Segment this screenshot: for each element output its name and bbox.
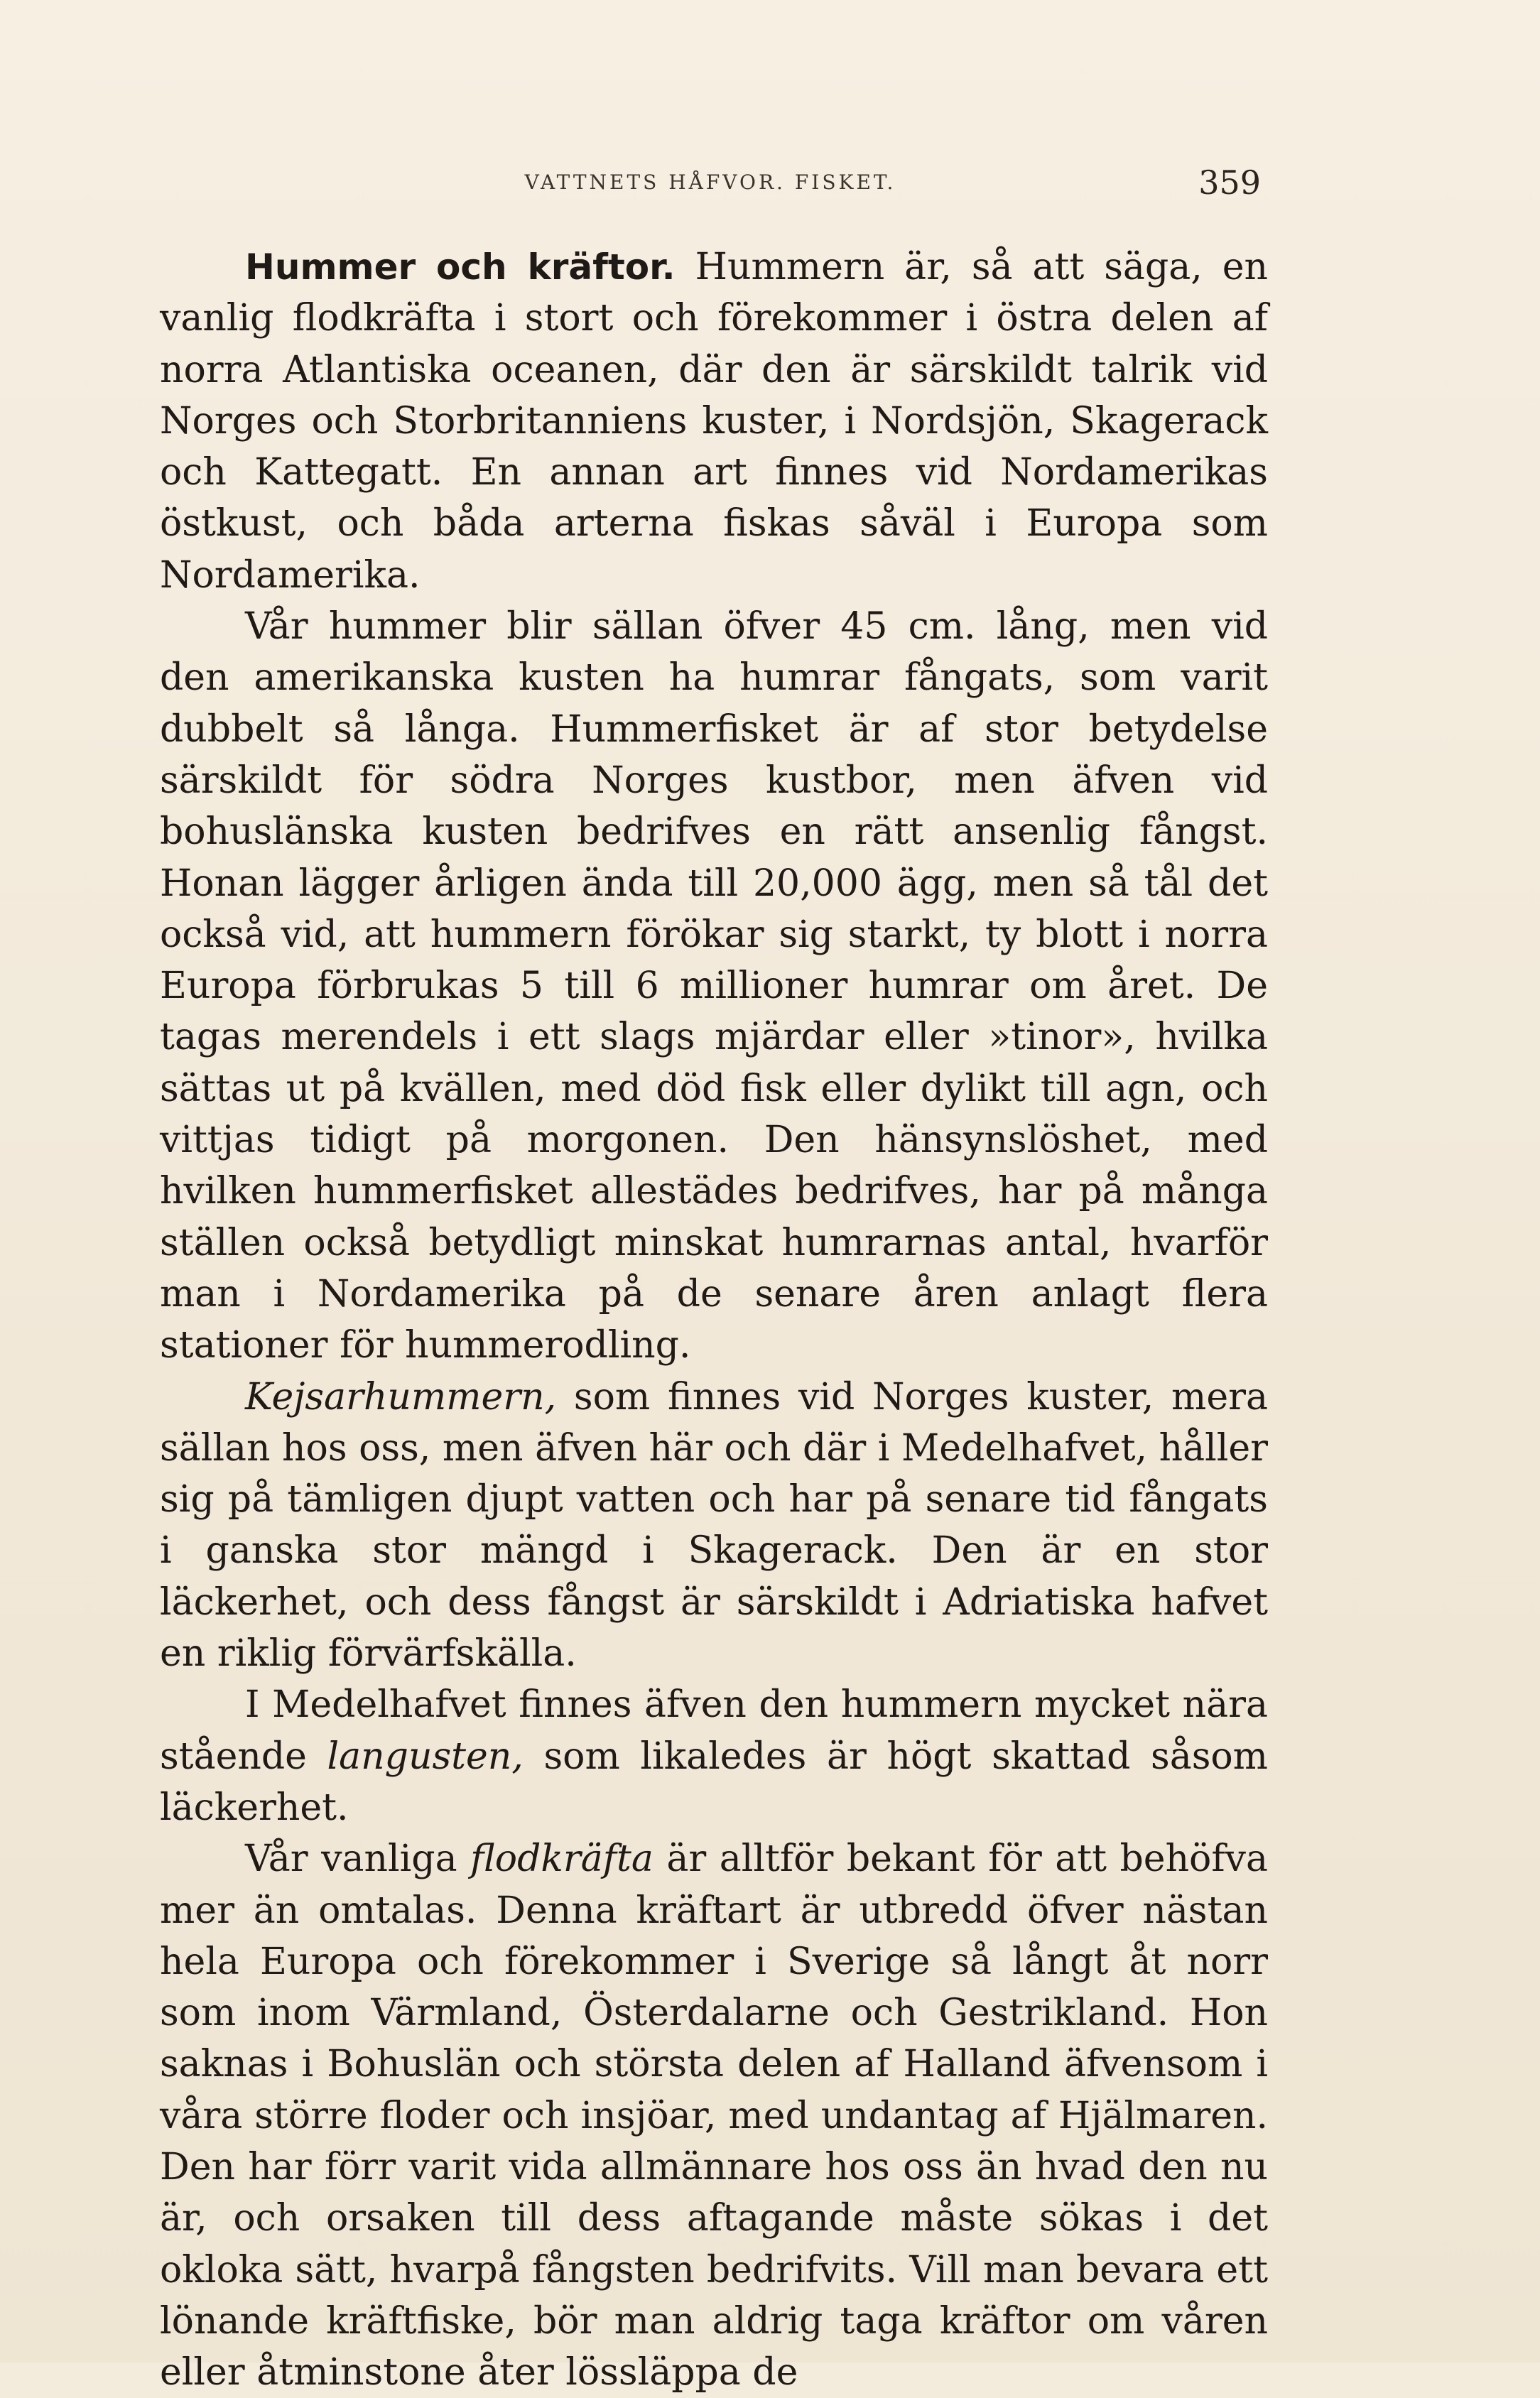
paragraph-text: är alltför bekant för att behöfva mer än omtalas. Denna kräftart är utbredd öfver nästan hela Europa och förekommer i Sverige så långt åt norr som inom Värmland, Österdalarne och Gestrikland. Hon saknas i Bohuslän och största delen af Halland äfvensom i våra större floder och insjöar, med undantag af Hjälmaren. Den har förr varit vida allmännare hos oss än hvad den nu är, och orsaken till dess aftagande måste sökas i det okloka sätt, hvarpå fångsten bedrifvits. Vill man bevara ett lönande kräftfiske, bör man aldrig taga kräftor om våren eller åtminstone åter lössläppa de (160, 1838, 1268, 2394)
running-title: VATTNETS HÅFVOR. FISKET. (524, 170, 896, 194)
italic-term: langusten, (327, 1735, 524, 1778)
paragraph-text: som finnes vid Norges kuster, mera sällan hos oss, men äfven här och där i Medelhafvet, håller sig på tämligen djupt vatten och har på senare tid fångats i ganska stor mängd i Skagerack. Den är en stor läckerhet, och dess fångst är särskildt i Adriatiska hafvet en riklig förvärfskälla. (160, 1375, 1268, 1676)
page-number: 359 (1198, 163, 1261, 202)
paragraph-text: Vår hummer blir sällan öfver 45 cm. lång, men vid den amerikanska kusten ha humrar fångats, som varit dubbelt så långa. Hummerfisket är af stor betydelse särskildt för södra Norges kustbor, men äfven vid bohuslänska kusten bedrifves en rätt ansenlig fångst. Honan lägger årligen ända till 20,000 ägg, men så tål det också vid, att hummern förökar sig starkt, ty blott i norra Europa förbrukas 5 till 6 millioner humrar om året. De tagas merendels i ett slags mjärdar eller »tinor», hvilka sättas ut på kvällen, med död fisk eller dylikt till agn, och vittjas tidigt på morgonen. Den hänsynslöshet, med hvilken hummerfisket allestädes bedrifves, har på många ställen också betydligt minskat humrarnas antal, hvarför man i Nordamerika på de senare åren anlagt flera stationer för hummerodling. (160, 605, 1268, 1367)
paragraph-text: Vår vanliga (245, 1838, 471, 1881)
paragraph-flodkrafta (160, 1833, 1268, 2398)
paragraph-langusten (160, 1679, 1268, 1833)
paragraph-kejsarhummer (160, 1372, 1268, 1680)
italic-term: Kejsarhummern, (245, 1375, 557, 1418)
paragraph-hummer-size (160, 601, 1268, 1371)
section-lead: Hummer och kräftor. (245, 246, 676, 288)
paragraph-hummer (160, 242, 1268, 601)
body-text (160, 242, 1268, 2398)
paragraph-text: I Medelhafvet finnes äfven den hummern mycket nära stående (160, 1683, 1268, 1778)
paragraph-text: Hummern är, så att säga, en vanlig flodkräfta i stort och förekommer i östra delen af norra Atlantiska oceanen, där den är särskildt talrik vid Norges och Storbritanniens kuster, i Nordsjön, Skagerack och Kattegatt. En annan art finnes vid Nordamerikas östkust, och båda arterna fiskas såväl i Europa som Nordamerika. (160, 246, 1268, 597)
running-head (160, 163, 1261, 213)
italic-term: flodkräfta (470, 1838, 654, 1881)
paragraph-text: som likaledes är högt skattad såsom läckerhet. (160, 1735, 1268, 1829)
